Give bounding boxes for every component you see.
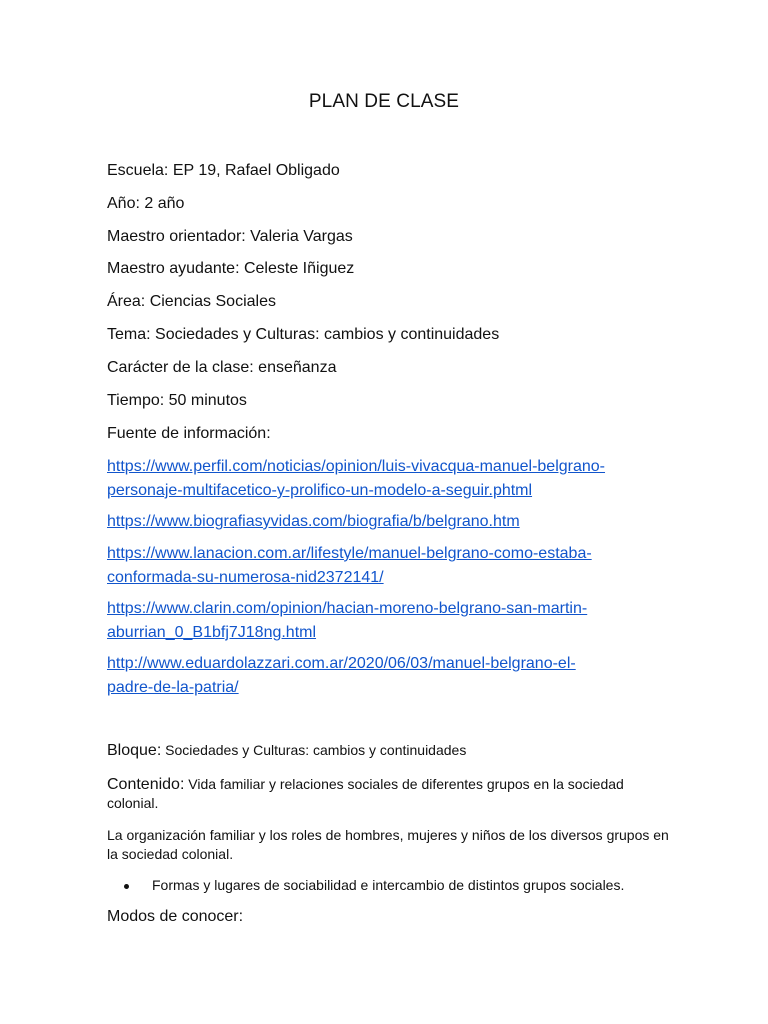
field-escuela: Escuela: EP 19, Rafael Obligado [107, 162, 340, 179]
contenido-text: Vida familiar y relaciones sociales de diferentes grupos en la sociedad colonial. [107, 776, 624, 811]
bloque-label: Bloque: [107, 742, 162, 759]
contenido-block [107, 775, 677, 813]
source-link-eduardolazzari-line1[interactable]: http://www.eduardolazzari.com.ar/2020/06/03/manuel-belgrano-el- [107, 655, 576, 672]
field-area: Área: Ciencias Sociales [107, 293, 276, 310]
bloque-line [107, 741, 677, 760]
field-maestro-ayudante: Maestro ayudante: Celeste Iñiguez [107, 260, 355, 277]
organizacion-paragraph: La organización familiar y los roles de hombres, mujeres y niños de los diversos grupos en la sociedad colonial. [107, 827, 669, 862]
document-title: PLAN DE CLASE [308, 91, 460, 112]
field-tiempo: Tiempo: 50 minutos [107, 392, 247, 409]
field-fuente: Fuente de información: [107, 425, 271, 442]
source-link-perfil-line1[interactable]: https://www.perfil.com/noticias/opinion/luis-vivacqua-manuel-belgrano- [107, 458, 606, 475]
source-link-clarin-line2[interactable]: aburrian_0_B1bfj7J18ng.html [107, 624, 317, 641]
source-link-lanacion-line2[interactable]: conformada-su-numerosa-nid2372141/ [107, 569, 384, 586]
bullet-text: Formas y lugares de sociabilidad e intercambio de distintos grupos sociales. [152, 877, 625, 893]
contenido-label: Contenido: [107, 776, 185, 793]
source-link-biografiasyvidas[interactable]: https://www.biografiasyvidas.com/biografia/b/belgrano.htm [107, 513, 520, 530]
field-anio: Año: 2 año [107, 195, 185, 212]
source-link-perfil-line2[interactable]: personaje-multifacetico-y-prolifico-un-modelo-a-seguir.phtml [107, 482, 533, 499]
field-tema: Tema: Sociedades y Culturas: cambios y continuidades [107, 326, 500, 343]
source-link-eduardolazzari-line2[interactable]: padre-de-la-patria/ [107, 679, 239, 696]
field-caracter: Carácter de la clase: enseñanza [107, 359, 337, 376]
source-link-lanacion-line1[interactable]: https://www.lanacion.com.ar/lifestyle/manuel-belgrano-como-estaba- [107, 545, 592, 562]
modos-de-conocer-heading: Modos de conocer: [107, 908, 244, 925]
field-maestro-orientador: Maestro orientador: Valeria Vargas [107, 228, 353, 245]
source-link-clarin-line1[interactable]: https://www.clarin.com/opinion/hacian-moreno-belgrano-san-martin- [107, 600, 588, 617]
bullet-dot-icon [124, 884, 129, 889]
bloque-text: Sociedades y Culturas: cambios y continuidades [161, 742, 467, 758]
